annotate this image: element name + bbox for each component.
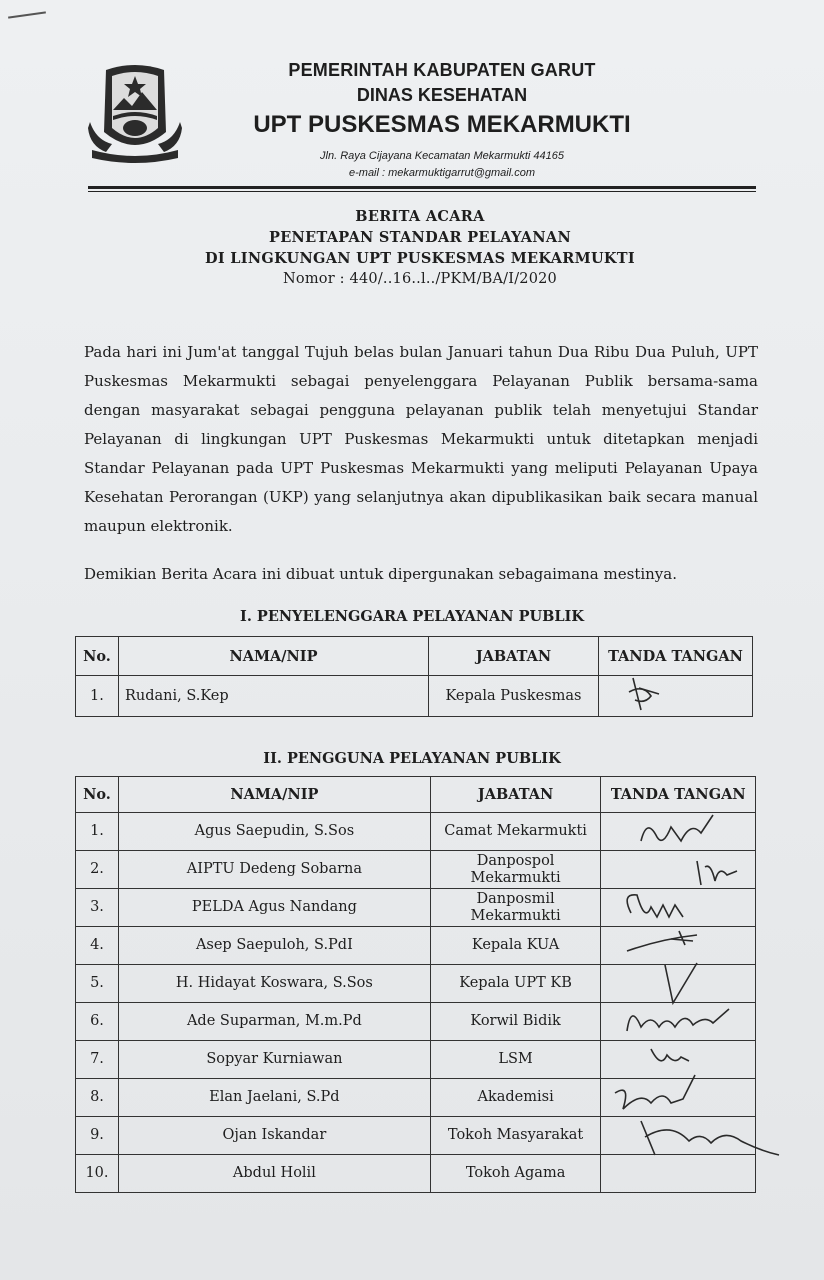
row-jabatan: Akademisi <box>430 1079 601 1117</box>
header-no: No. <box>76 637 119 676</box>
table-row <box>76 889 756 927</box>
section-1-title: I. PENYELENGGARA PELAYANAN PUBLIK <box>240 608 584 625</box>
signature-cell <box>601 889 756 927</box>
signature-cell <box>601 1155 756 1193</box>
handwritten-signature <box>601 1035 751 1085</box>
row-jabatan: Korwil Bidik <box>430 1003 601 1041</box>
row-no: 9. <box>76 1117 119 1155</box>
row-no: 10. <box>76 1155 119 1193</box>
signature-cell <box>601 851 756 889</box>
row-nama: Agus Saepudin, S.Sos <box>118 813 430 851</box>
row-nama: AIPTU Dedeng Sobarna <box>118 851 430 889</box>
handwritten-signature <box>601 845 751 895</box>
letterhead-rule-thin <box>88 191 756 192</box>
table-row <box>76 1079 756 1117</box>
row-jabatan: LSM <box>430 1041 601 1079</box>
row-no: 8. <box>76 1079 119 1117</box>
letterhead-email: e-mail : mekarmuktigarrut@gmail.com <box>349 167 535 179</box>
signature-cell <box>601 927 756 965</box>
signature-cell <box>601 1041 756 1079</box>
row-nama: Sopyar Kurniawan <box>118 1041 430 1079</box>
body-paragraph: Pada hari ini Jum'at tanggal Tujuh belas bulan Januari tahun Dua Ribu Dua Puluh, UPT Puskesmas Mekarmukti sebagai penyelenggara Pelayanan Publik bersama-sama dengan masyarakat sebagai pengguna pelayanan publik telah menyetujui Standar Pelayanan di lingkungan UPT Puskesmas Mekarmukti untuk ditetapkan menjadi Standar Pelayanan pada UPT Puskesmas Mekarmukti yang meliputi Pelayanan Upaya Kesehatan Perorangan (UKP) yang selanjutnya akan dipublikasikan baik secara manual maupun elektronik. <box>84 343 758 535</box>
row-no: 4. <box>76 927 119 965</box>
letterhead-institution: UPT PUSKESMAS MEKARMUKTI <box>253 111 631 138</box>
header-tanda-tangan: TANDA TANGAN <box>598 637 752 676</box>
signature-cell <box>601 1003 756 1041</box>
row-jabatan: Kepala KUA <box>430 927 601 965</box>
row-no: 6. <box>76 1003 119 1041</box>
header-nama: NAMA/NIP <box>118 777 430 813</box>
row-no: 5. <box>76 965 119 1003</box>
signature-cell <box>598 676 752 717</box>
table-row <box>76 1041 756 1079</box>
document-title <box>150 206 690 290</box>
table-row <box>76 676 753 717</box>
header-no: No. <box>76 777 119 813</box>
section-2-title: II. PENGGUNA PELAYANAN PUBLIK <box>263 750 561 767</box>
title-line-1: BERITA ACARA <box>355 208 485 225</box>
row-nama: Ade Suparman, M.m.Pd <box>118 1003 430 1041</box>
letterhead-government: PEMERINTAH KABUPATEN GARUT <box>288 60 596 80</box>
table-row <box>76 965 756 1003</box>
users-table <box>75 776 756 1193</box>
header-jabatan: JABATAN <box>430 777 601 813</box>
table-header-row <box>76 777 756 813</box>
header-jabatan: JABATAN <box>429 637 599 676</box>
header-tanda-tangan: TANDA TANGAN <box>601 777 756 813</box>
handwritten-signature <box>599 670 749 720</box>
pen-mark <box>8 11 46 18</box>
handwritten-signature <box>601 921 751 971</box>
row-jabatan: Danpospol Mekarmukti <box>430 851 601 889</box>
handwritten-signature <box>601 959 751 1009</box>
provider-table <box>75 636 753 717</box>
letterhead-department: DINAS KESEHATAN <box>356 85 528 105</box>
closing-sentence: Demikian Berita Acara ini dibuat untuk dipergunakan sebagaimana mestinya. <box>84 565 677 583</box>
handwritten-signature <box>601 883 751 933</box>
letterhead-address: Jln. Raya Cijayana Kecamatan Mekarmukti 44165 <box>320 150 564 162</box>
row-nama: Ojan Iskandar <box>118 1117 430 1155</box>
row-no: 1. <box>76 676 119 717</box>
handwritten-signature <box>601 1073 751 1123</box>
header-nama: NAMA/NIP <box>118 637 428 676</box>
table-header-row <box>76 637 753 676</box>
row-no: 7. <box>76 1041 119 1079</box>
table-row <box>76 1117 756 1155</box>
table-row <box>76 1155 756 1193</box>
row-jabatan: Kepala Puskesmas <box>429 676 599 717</box>
row-nama: H. Hidayat Koswara, S.Sos <box>118 965 430 1003</box>
row-jabatan: Danposmil Mekarmukti <box>430 889 601 927</box>
row-nama: Rudani, S.Kep <box>118 676 428 717</box>
document-number: Nomor : 440/..16..l../PKM/BA/I/2020 <box>283 271 557 287</box>
title-line-2: PENETAPAN STANDAR PELAYANAN <box>268 229 571 246</box>
row-jabatan: Camat Mekarmukti <box>430 813 601 851</box>
row-nama: PELDA Agus Nandang <box>118 889 430 927</box>
letterhead <box>190 58 730 182</box>
handwritten-signature <box>601 1111 751 1161</box>
signature-cell <box>601 1079 756 1117</box>
row-nama: Elan Jaelani, S.Pd <box>118 1079 430 1117</box>
handwritten-signature <box>601 807 751 857</box>
table-row <box>76 927 756 965</box>
signature-cell <box>601 813 756 851</box>
row-nama: Abdul Holil <box>118 1155 430 1193</box>
row-no: 2. <box>76 851 119 889</box>
row-jabatan: Kepala UPT KB <box>430 965 601 1003</box>
title-line-3: DI LINGKUNGAN UPT PUSKESMAS MEKARMUKTI <box>205 250 635 267</box>
table-row <box>76 1003 756 1041</box>
signature-cell <box>601 1117 756 1155</box>
row-jabatan: Tokoh Agama <box>430 1155 601 1193</box>
row-no: 3. <box>76 889 119 927</box>
row-nama: Asep Saepuloh, S.PdI <box>118 927 430 965</box>
letterhead-rule <box>88 186 756 189</box>
table-row <box>76 813 756 851</box>
handwritten-signature <box>601 997 751 1047</box>
row-jabatan: Tokoh Masyarakat <box>430 1117 601 1155</box>
row-no: 1. <box>76 813 119 851</box>
table-row <box>76 851 756 889</box>
signature-cell <box>601 965 756 1003</box>
